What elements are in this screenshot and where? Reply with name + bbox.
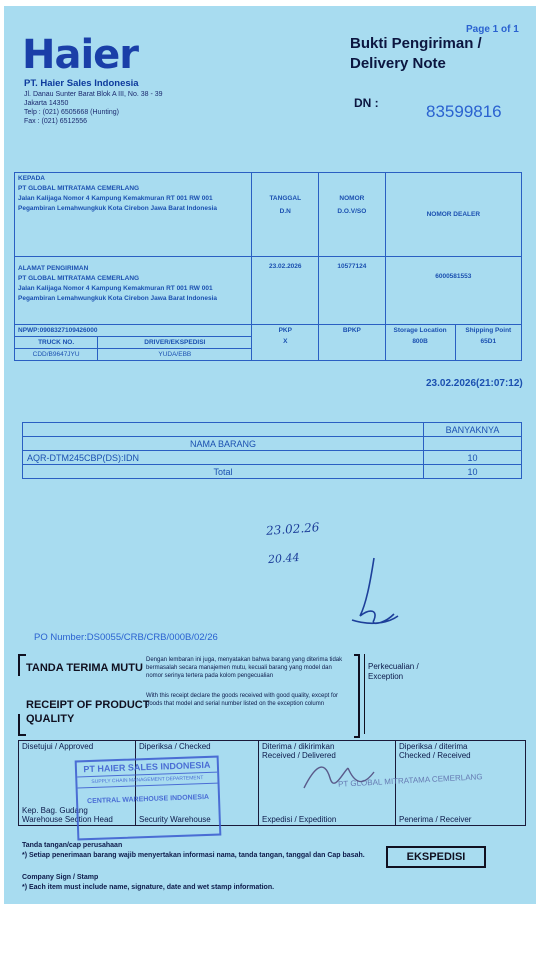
receipt-section [18,654,526,740]
receiver-stamp: PT GLOBAL MITRATAMA CEMERLANG [337,772,483,789]
receipt-label-en [26,698,149,726]
page-of-label: Page 1 of 1 [466,24,519,35]
tanggal-value: 23.02.2026 [252,257,319,325]
name-header: NAMA BARANG [23,437,424,451]
address-line: Jl. Danau Sunter Barat Blok A III, No. 38 - 39 [24,91,163,98]
shipping-cell [455,325,521,361]
title-line-2: Delivery Note [350,55,446,72]
alamat-cell [15,257,252,325]
nomor-header [319,173,385,257]
document-title [350,34,482,74]
exception-label-2: Exception [368,672,404,681]
receiver-label: Penerima / Receiver [399,815,472,824]
expedition-signature [294,748,384,808]
address-line: Fax : (021) 6512556 [24,118,88,125]
receipt-text-en: With this receipt declare the goods received with good quality, except for goods that model and serial number listed on the exception column [146,693,338,707]
title-line-1: Bukti Pengiriman / [350,35,482,52]
footer-line-4: *) Each item must include name, signature, date and wet stamp information. [22,884,275,891]
haier-logo: Haier [22,32,139,78]
stamp-line-1: PT HAIER SALES INDONESIA [77,758,217,778]
checked-received-label-1: Diperiksa / diterima [399,742,468,751]
footer-line-1: Tanda tangan/cap perusahaan [22,842,123,849]
stamp-line-2: SUPPLY CHAIN MANAGEMENT DEPARTEMENT [77,773,217,789]
tanggal-header [252,173,319,257]
total-row [23,465,522,479]
pkp-cell [252,325,319,361]
shipping-label: Shipping Point [465,327,512,334]
dn-label: DN : [354,96,379,110]
items-table [22,422,522,479]
footer-line-3: Company Sign / Stamp [22,874,99,881]
receipt-label-en-1: RECEIPT OF PRODUCT [26,699,150,711]
nomor-dealer-header: NOMOR DEALER [385,173,521,257]
security-label: Security Warehouse [139,815,211,824]
dn-number: 83599816 [426,102,502,121]
kepada-label: KEPADA [18,175,45,182]
kepada-cell [15,173,252,257]
handwritten-date: 23.02.26 [265,520,320,538]
receipt-label-en-2: QUALITY [26,713,75,725]
nomor-value: 10577124 [319,257,385,325]
truck-value: CDD/B9647JYU [15,349,98,361]
tanggal-label-1: TANGGAL [269,195,302,202]
driver-value: YUDA/EBB [98,349,252,361]
tanggal-label-2: D.N [279,208,291,215]
alamat-name: PT GLOBAL MITRATAMA CEMERLANG [18,275,140,282]
ekspedisi-box: EKSPEDISI [386,846,486,868]
item-qty: 10 [424,451,522,465]
kepada-address-1: Jalan Kalijaga Nomor 4 Kampung Kemakmuran RT 001 RW 001 [18,195,213,202]
item-name: AQR-DTM245CBP(DS):IDN [23,451,424,465]
address-line: Jakarta 14350 [24,100,69,107]
kepada-address-2: Pegambiran Lemahwungkuk Kota Cirebon Jawa Barat Indonesia [18,205,218,212]
alamat-address-1: Jalan Kalijaga Nomor 4 Kampung Kemakmuran RT 001 RW 001 [18,285,213,292]
checked-label: Diperiksa / Checked [139,742,211,751]
kep-bag-label-1: Kep. Bag. Gudang [22,806,88,815]
shipment-info-table [14,172,522,361]
npwp-truck-cell [15,325,252,361]
nomor-label-1: NOMOR [339,195,365,202]
pkp-label: PKP [278,327,292,334]
storage-label: Storage Location [393,327,447,334]
delivery-note-sheet [4,6,536,904]
alamat-label: ALAMAT PENGIRIMAN [18,265,89,272]
qty-header: BANYAKNYA [424,423,522,437]
approved-label: Disetujui / Approved [22,742,94,751]
exception-label [368,662,419,682]
driver-label: DRIVER/EKSPEDISI [98,337,252,349]
exception-label-1: Perkecualian / [368,662,419,671]
warehouse-stamp [75,756,222,841]
npwp-value: NPWP:0908327109426000 [15,325,251,337]
kep-bag-label-2: Warehouse Section Head [22,815,113,824]
company-name: PT. Haier Sales Indonesia [24,78,139,89]
truck-table [15,337,251,360]
bpkp-label: BPKP [319,325,385,361]
receipt-text-id: Dengan lembaran ini juga, menyatakan bahwa barang yang diterima tidak bermasalah secara manajemen mutu, kecuali barang yang model dan nomor serinya tertera pada kolom pengecualian [146,657,343,679]
total-label: Total [23,465,424,479]
handwritten-signature [344,554,404,634]
company-address [24,90,163,126]
handwritten-time: 20.44 [267,550,300,567]
stamp-line-3: CENTRAL WAREHOUSE INDONESIA [86,793,210,806]
truck-label: TRUCK NO. [15,337,98,349]
footer-line-2: *) Setiap penerimaan barang wajib menyertakan informasi nama, tanda tangan, tanggal dan Cap basah. [22,852,365,859]
checked-received-label-2: Checked / Received [399,751,471,760]
kepada-name: PT GLOBAL MITRATAMA CEMERLANG [18,185,140,192]
total-value: 10 [424,465,522,479]
receipt-label-id: TANDA TERIMA MUTU [26,662,143,674]
received-delivered-label-1: Diterima / dikirimkan [262,742,335,751]
expedition-label: Expedisi / Expedition [262,815,337,824]
dealer-value: 6000581553 [385,257,521,325]
shipping-value: 65D1 [480,338,497,345]
pkp-value: X [283,338,288,345]
storage-value: 800B [412,338,428,345]
alamat-address-2: Pegambiran Lemahwungkuk Kota Cirebon Jawa Barat Indonesia [18,295,218,302]
nomor-label-2: D.O.V/SO [337,208,367,215]
table-row [23,451,522,465]
storage-cell [385,325,455,361]
print-datetime: 23.02.2026(21:07:12) [426,378,523,389]
received-delivered-label-2: Received / Delivered [262,751,336,760]
po-number: PO Number:DS0055/CRB/CRB/000B/02/26 [34,632,218,643]
address-line: Telp : (021) 6505668 (Hunting) [24,109,119,116]
